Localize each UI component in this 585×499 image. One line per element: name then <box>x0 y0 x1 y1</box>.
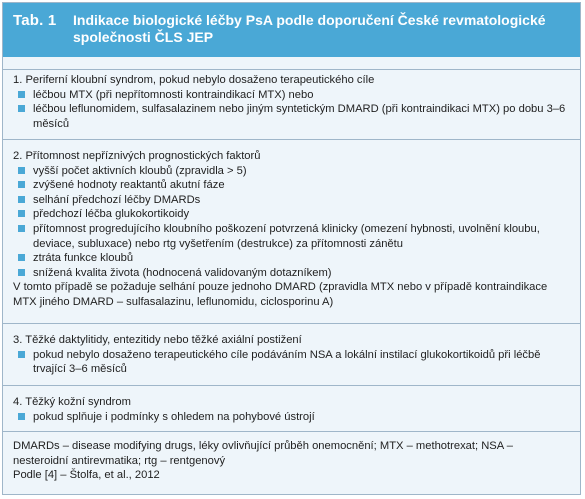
square-bullet-icon <box>18 413 25 420</box>
table-footnotes <box>3 439 580 483</box>
abbreviations-note: DMARDs – disease modifying drugs, léky ovlivňující průběh onemocnění; MTX – methotrexat; NSA – nesteroidní antirevmatika; rtg – rentgenový <box>13 440 513 467</box>
list-item: selhání předchozí léčby DMARDs <box>13 193 570 208</box>
bullet-list <box>13 88 570 132</box>
square-bullet-icon <box>18 105 25 112</box>
section-dactylitis <box>3 330 580 386</box>
section-note: V tomto případě se požaduje selhání pouze jednoho DMARD (zpravidla MTX nebo v případě kontraindikace MTX jiného DMARD – sulfasalazinu, leflunomidu, ciclosporinu A) <box>13 281 548 308</box>
section-title: 4. Těžký kožní syndrom <box>13 396 131 408</box>
list-item: léčbou leflunomidem, sulfasalazinem nebo jiným syntetickým DMARD (při kontraindikaci MTX) po dobu 3–6 měsíců <box>13 102 570 131</box>
bullet-list <box>13 348 570 377</box>
square-bullet-icon <box>18 196 25 203</box>
table-1 <box>2 2 581 495</box>
list-item: přítomnost progredujícího kloubního poškození potvrzená klinicky (omezení hybnosti, uvolnění kloubu, deviace, subluxace) nebo rtg vyšetřením (destrukce) za přítomnosti zánětu <box>13 222 570 251</box>
list-item: předchozí léčba glukokortikoidy <box>13 207 570 222</box>
section-peripheral-syndrome <box>3 69 580 140</box>
square-bullet-icon <box>18 181 25 188</box>
square-bullet-icon <box>18 351 25 358</box>
section-prognostic-factors <box>3 146 580 324</box>
section-skin-syndrome <box>3 392 580 432</box>
bullet-list <box>13 164 570 281</box>
source-note: Podle [4] – Štolfa, et al., 2012 <box>13 469 160 482</box>
section-title: 3. Těžké daktylitidy, entezitidy nebo těžké axiální postižení <box>13 334 302 346</box>
square-bullet-icon <box>18 254 25 261</box>
list-item: léčbou MTX (při nepřítomnosti kontraindikací MTX) nebo <box>13 88 570 103</box>
square-bullet-icon <box>18 225 25 232</box>
list-item: snížená kvalita života (hodnocená validovaným dotazníkem) <box>13 266 570 281</box>
square-bullet-icon <box>18 210 25 217</box>
section-title: 1. Periferní kloubní syndrom, pokud nebylo dosaženo terapeutického cíle <box>13 74 375 86</box>
list-item: pokud splňuje i podmínky s ohledem na pohybové ústrojí <box>13 410 570 425</box>
list-item: zvýšené hodnoty reaktantů akutní fáze <box>13 178 570 193</box>
table-title: Indikace biologické léčby PsA podle doporučení České revmatologické společnosti ČLS JEP <box>73 12 546 45</box>
list-item: vyšší počet aktivních kloubů (zpravidla > 5) <box>13 164 570 179</box>
bullet-list <box>13 410 570 425</box>
table-header <box>3 3 580 57</box>
table-number: Tab. 1 <box>13 12 57 29</box>
square-bullet-icon <box>18 167 25 174</box>
square-bullet-icon <box>18 269 25 276</box>
list-item: ztráta funkce kloubů <box>13 251 570 266</box>
section-title: 2. Přítomnost nepříznivých prognostických faktorů <box>13 150 261 162</box>
list-item: pokud nebylo dosaženo terapeutického cíle podáváním NSA a lokální instilací glukokortikoidů při léčbě trvající 3–6 měsíců <box>13 348 570 377</box>
square-bullet-icon <box>18 91 25 98</box>
